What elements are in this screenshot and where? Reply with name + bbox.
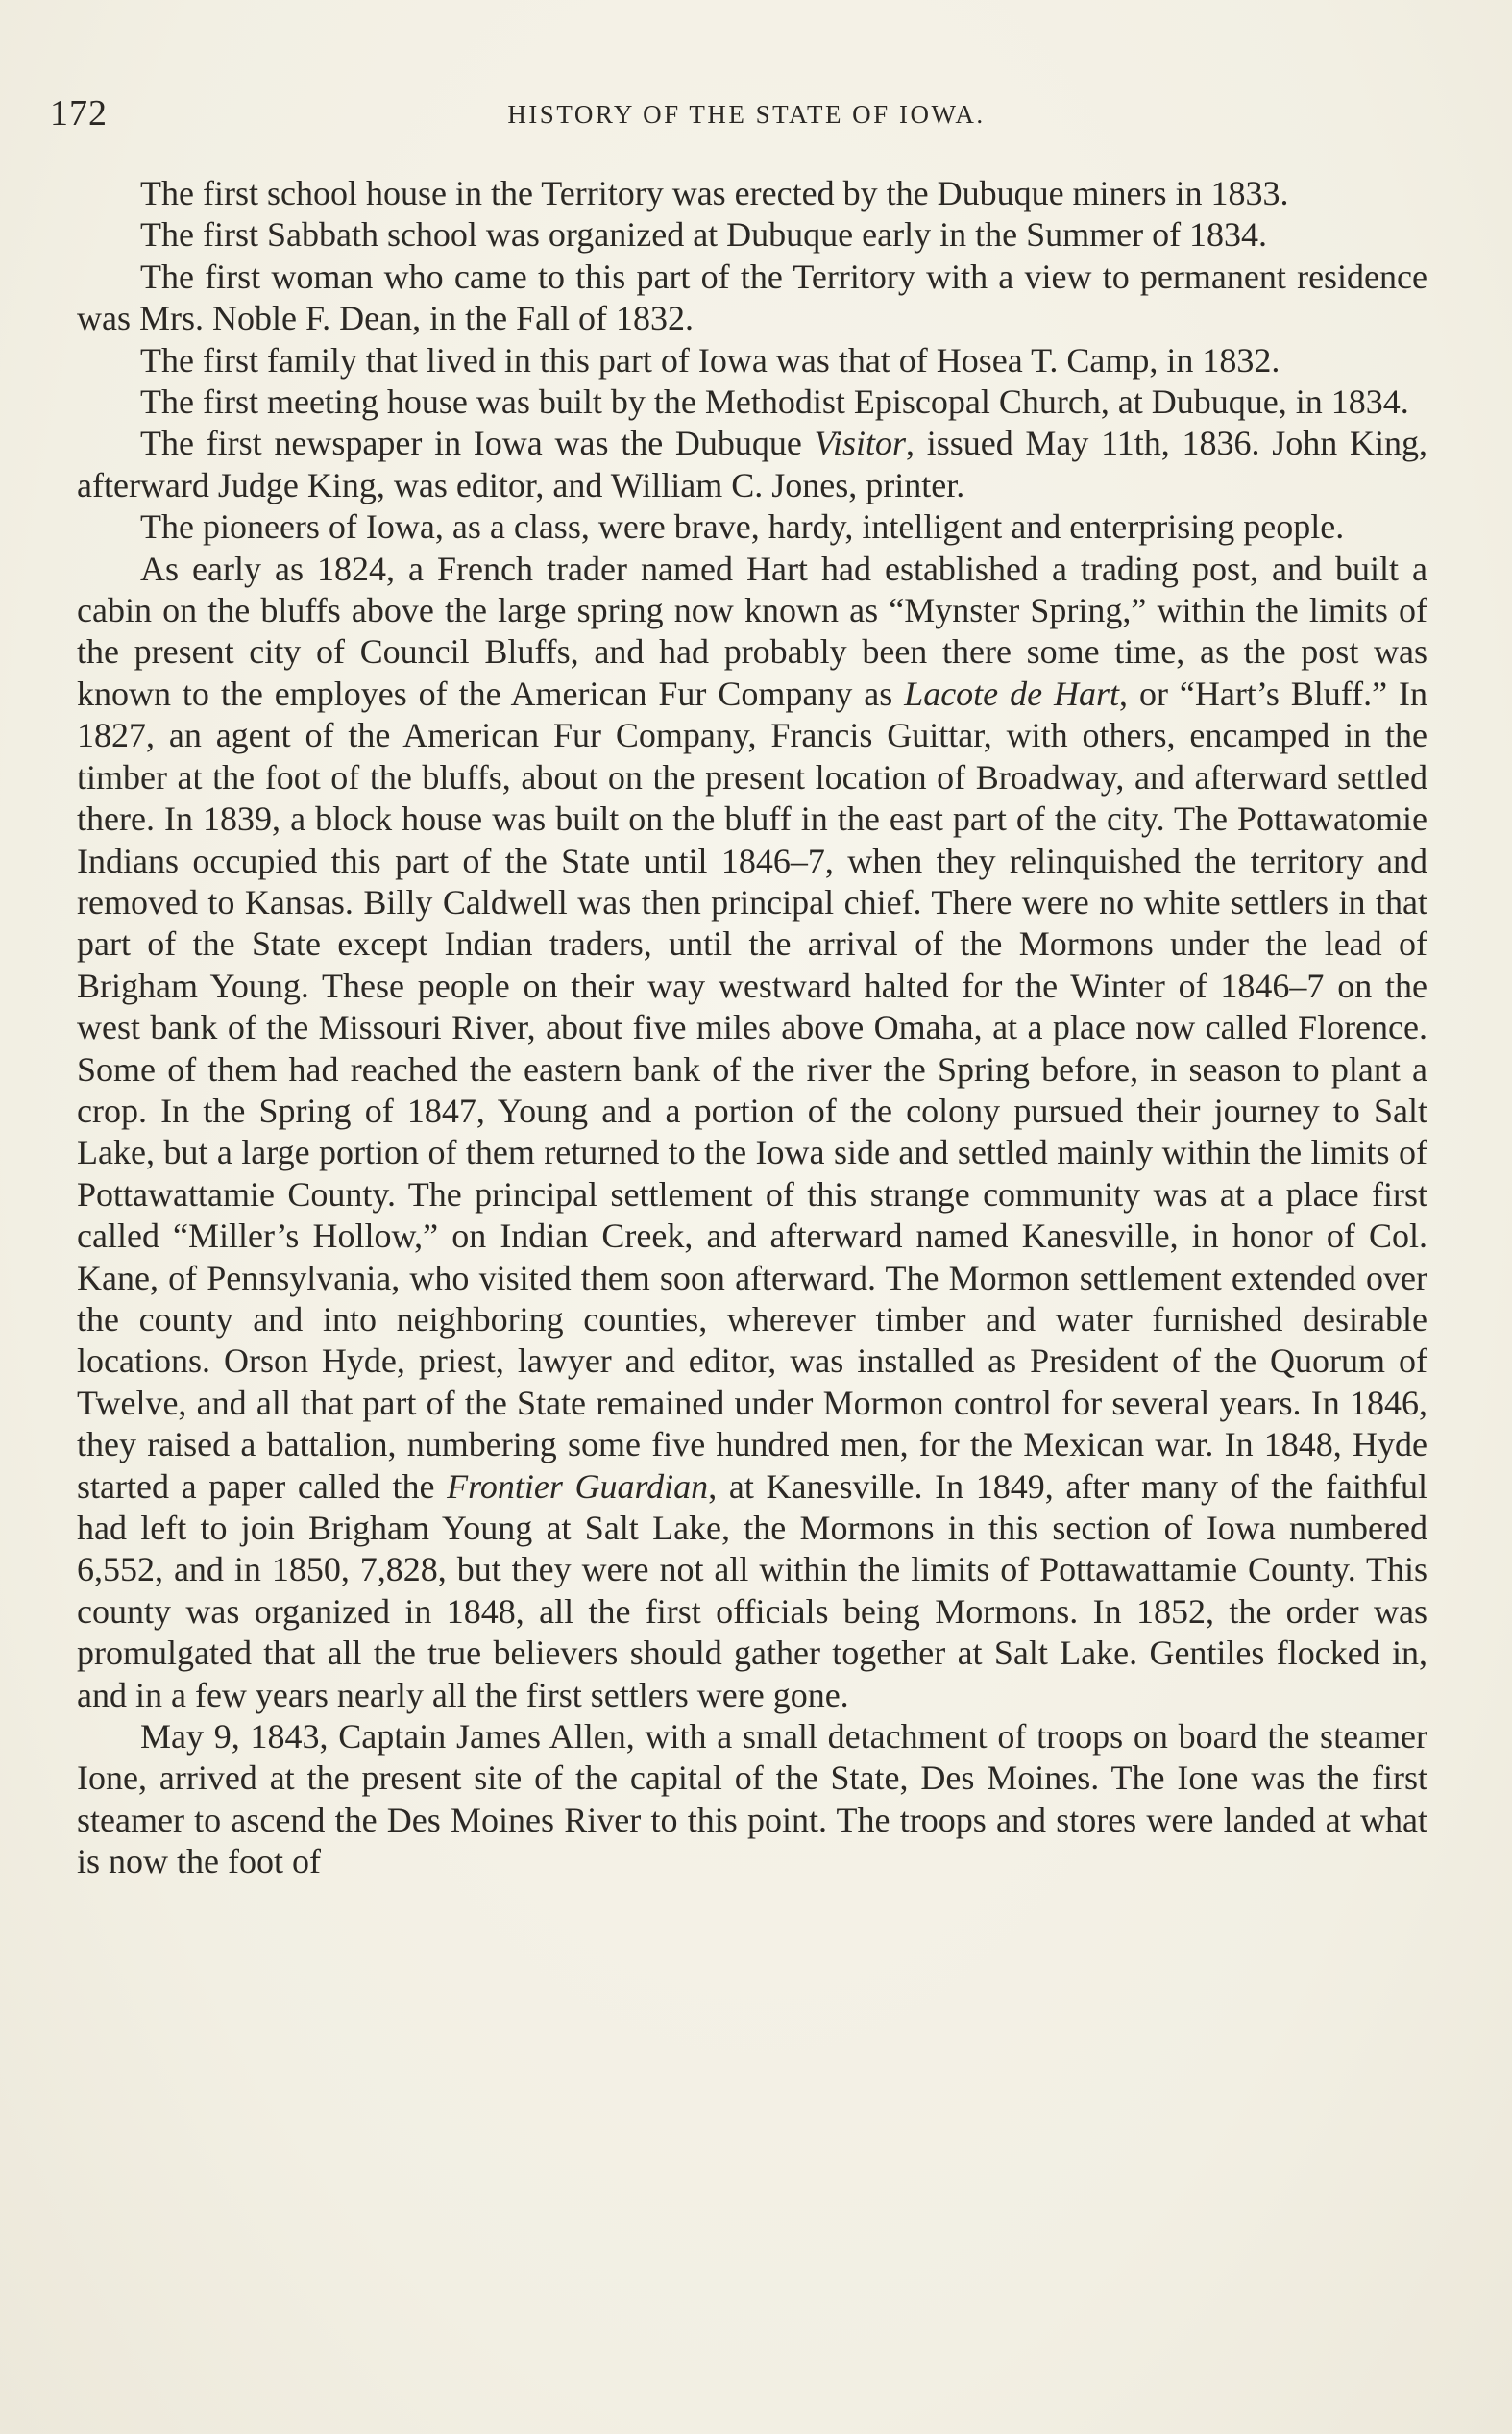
paragraph-first-family: The first family that lived in this part of Iowa was that of Hosea T. Camp, in 1832.: [140, 340, 1280, 380]
italic-lacote-de-hart: Lacote de Hart: [904, 674, 1120, 713]
history-text-part-3: , at Kanesville. In 1849, after many of the faithful had left to join Brigham Young at Salt Lake, the Mormons in this section of Iowa numbered 6,552, and in 1850, 7,828, but they were not all within the limits of Pottawattamie County. This county was organized in 1848, all the first officials being Mormons. In 1852, the order was promulgated that all the true believers should gather together at Salt Lake. Gentiles flocked in, and in a few years nearly all the first settlers were gone.: [77, 1466, 1427, 1714]
running-head: [50, 92, 1443, 138]
newspaper-text-after: , issued May 11th, 1836. John King, afterward Judge King, was editor, and William C. Jones, printer.: [77, 424, 1427, 504]
paragraph-pioneers: The pioneers of Iowa, as a class, were brave, hardy, intelligent and enterprising people.: [140, 507, 1345, 547]
paragraph-first-woman: The first woman who came to this part of the Territory with a view to permanent residence was Mrs. Noble F. Dean, in the Fall of 1832.: [77, 257, 1427, 338]
history-text-part-1: As early as 1824, a French trader named Hart had established a trading post, and built a cabin on the bluffs above the large spring now known as “Mynster Spring,” within the limits of the present city of Council Bluffs, and had probably been there some time, as the post was known to the employes of the American Fur Company as: [77, 549, 1427, 713]
history-text-part-2: , or “Hart’s Bluff.” In 1827, an agent of the American Fur Company, Francis Guittar, with others, encamped in the timber at the foot of the bluffs, about on the present location of Broadway, and afterward settled there. In 1839, a block house was built on the bluff in the east part of the city. The Pottawatomie Indians occupied this part of the State until 1846–7, when they relinquished the territory and removed to Kansas. Billy Caldwell was then principal chief. There were no white settlers in that part of the State except Indian traders, until the arrival of the Mormons under the lead of Brigham Young. These people on their way westward halted for the Winter of 1846–7 on the west bank of the Missouri River, about five miles above Omaha, at a place now called Florence. Some of them had reached the eastern bank of the river the Spring before, in season to plant a crop. In the Spring of 1847, Young and a portion of the colony pursued their journey to Salt Lake, but a large portion of them returned to the Iowa side and settled mainly within the limits of Pottawattamie County. The principal settlement of this strange community was at a place first called “Miller’s Hollow,” on Indian Creek, and afterward named Kanesville, in honor of Col. Kane, of Pennsylvania, who visited them soon afterward. The Mormon settlement extended over the county and into neighboring counties, wherever timber and water furnished desirable locations. Orson Hyde, priest, lawyer and editor, was installed as President of the Quorum of Twelve, and all that part of the State remained under Mormon control for several years. In 1846, they raised a battalion, numbering some five hundred men, for the Mexican war. In 1848, Hyde started a paper called the: [77, 674, 1427, 1506]
newspaper-text-before: The first newspaper in Iowa was the Dubuque: [140, 424, 815, 463]
page-number: 172: [50, 93, 108, 134]
running-title: HISTORY OF THE STATE OF IOWA.: [507, 100, 986, 129]
newspaper-title-visitor: Visitor: [814, 424, 906, 463]
paragraph-des-moines-arrival: May 9, 1843, Captain James Allen, with a small detachment of troops on board the steamer Ione, arrived at the present site of the capital of the State, Des Moines. The Ione was the first steamer to ascend the Des Moines River to this point. The troops and stores were landed at what is now the foot of: [77, 1717, 1427, 1881]
body-text: [77, 173, 1427, 1883]
paragraph-first-sabbath-school: The first Sabbath school was organized at Dubuque early in the Summer of 1834.: [140, 215, 1268, 255]
paragraph-first-newspaper: [77, 423, 1427, 506]
paragraph-council-bluffs-history: [77, 549, 1427, 1716]
italic-frontier-guardian: Frontier Guardian: [447, 1466, 709, 1506]
paragraph-first-school-house: The first school house in the Territory was erected by the Dubuque miners in 1833.: [140, 174, 1289, 212]
paragraph-first-meeting-house: The first meeting house was built by the Methodist Episcopal Church, at Dubuque, in 1834.: [140, 382, 1409, 422]
